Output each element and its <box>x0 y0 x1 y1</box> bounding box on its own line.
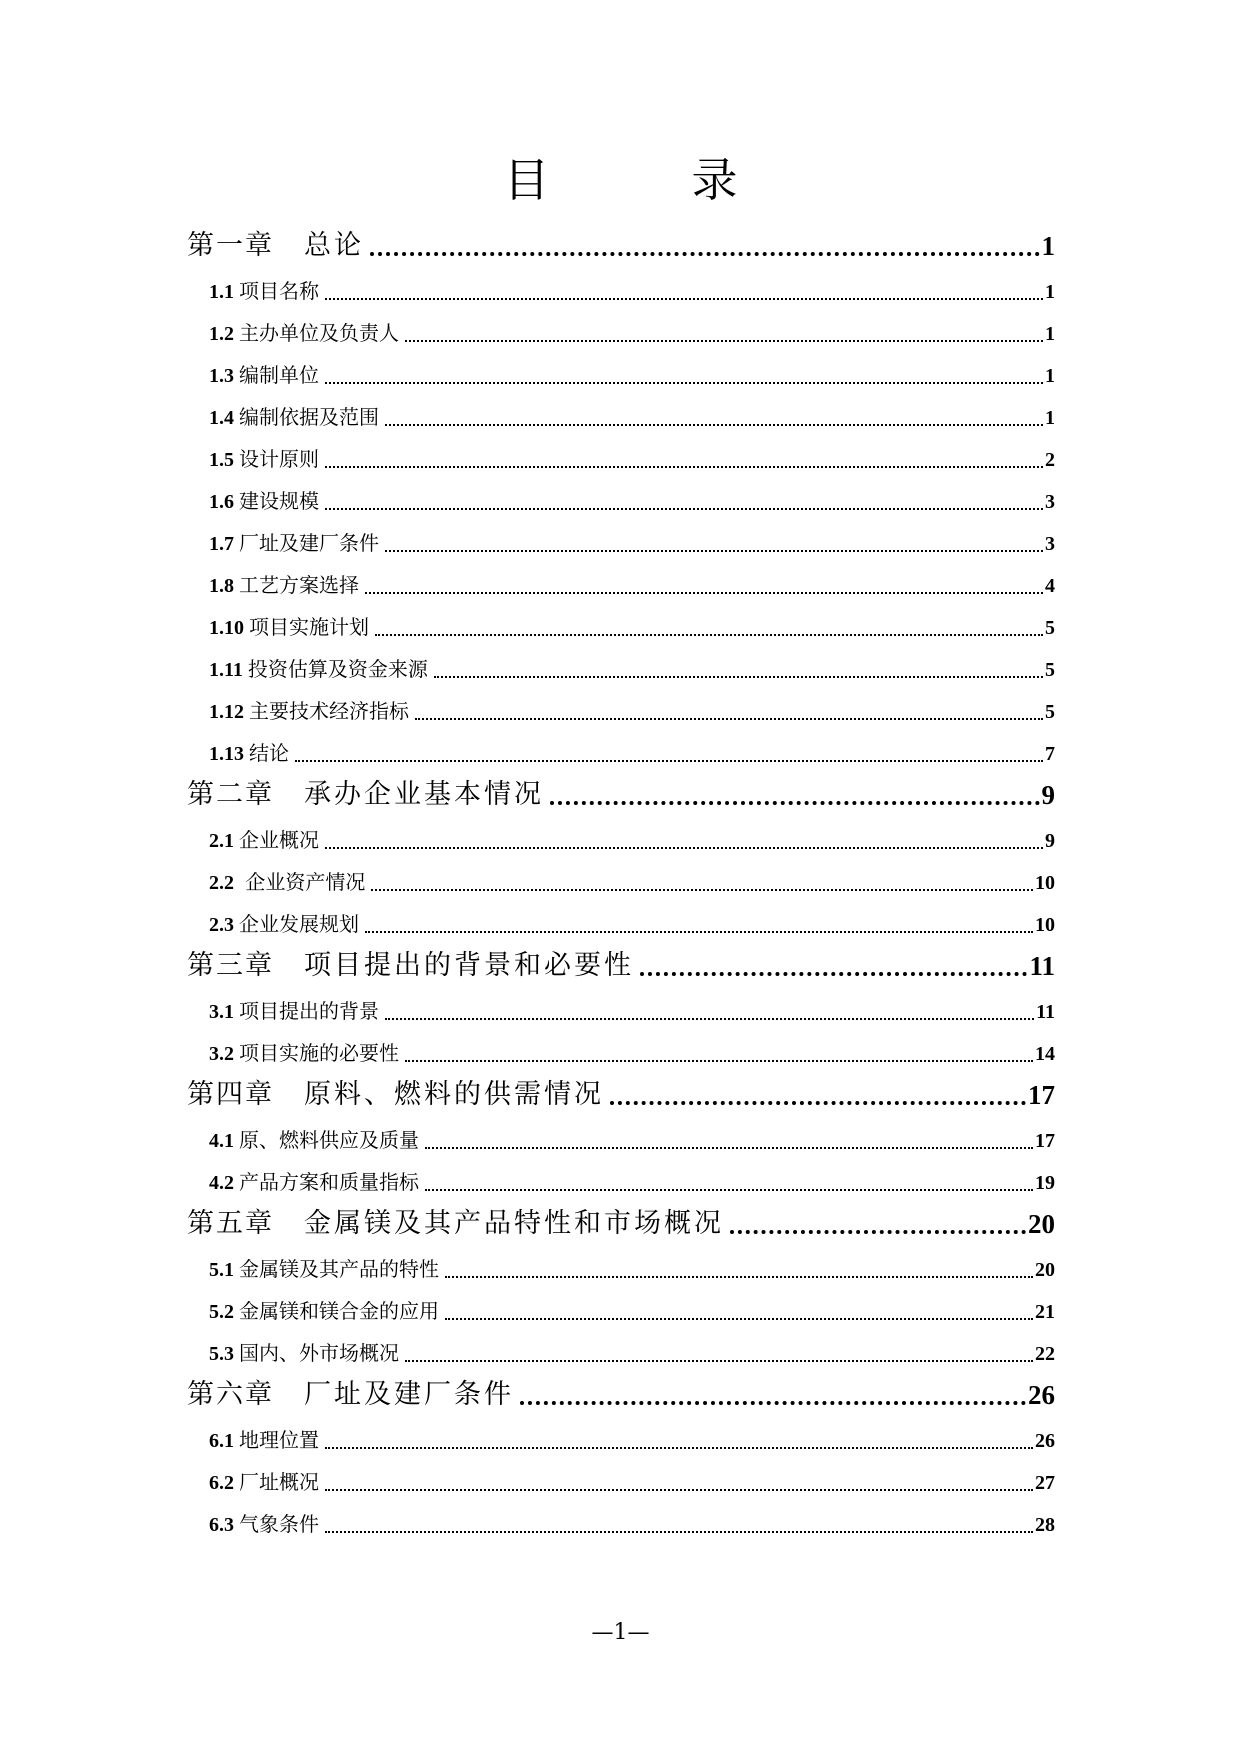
toc-entry-title: 金属镁及其产品特性和市场概况 <box>304 1208 724 1239</box>
toc-entry-page-number: 9 <box>1041 780 1055 810</box>
toc-entry-number: 1.10 <box>209 617 244 639</box>
dot-leader <box>365 592 1043 594</box>
toc-entry-label <box>209 908 359 939</box>
page-title: 目 录 <box>503 153 786 207</box>
toc-entry-title: 编制依据及范围 <box>239 405 379 429</box>
toc-entry-number: 1.13 <box>209 743 244 765</box>
toc-section-entry[interactable] <box>187 474 1055 516</box>
toc-entry-number: 2.1 <box>209 830 234 852</box>
toc-chapter-entry[interactable] <box>187 219 1055 264</box>
dot-leader <box>405 1060 1033 1062</box>
toc-entry-title: 项目提出的背景 <box>239 999 379 1023</box>
toc-entry-label <box>209 1124 419 1155</box>
toc-entry-title: 总论 <box>304 230 364 261</box>
dot-leader <box>371 889 1033 891</box>
toc-section-entry[interactable] <box>187 1455 1055 1497</box>
toc-entry-page-number: 20 <box>1035 1259 1055 1281</box>
dot-leader <box>325 298 1043 300</box>
toc-entry-page-number: 11 <box>1029 951 1055 981</box>
toc-entry-title: 产品方案和质量指标 <box>239 1170 419 1194</box>
toc-section-entry[interactable] <box>187 600 1055 642</box>
toc-entry-label <box>209 1295 439 1326</box>
toc-entry-page-number: 5 <box>1045 659 1055 681</box>
toc-section-entry[interactable] <box>187 1413 1055 1455</box>
toc-entry-page-number: 20 <box>1028 1209 1055 1239</box>
table-of-contents <box>187 219 1055 1539</box>
toc-entry-page-number: 1 <box>1045 323 1055 345</box>
toc-entry-number: 3.1 <box>209 1001 234 1023</box>
dot-leader <box>520 1401 1026 1405</box>
toc-entry-page-number: 5 <box>1045 617 1055 639</box>
toc-entry-number: 6.3 <box>209 1514 234 1536</box>
toc-section-entry[interactable] <box>187 813 1055 855</box>
dot-leader <box>415 718 1043 720</box>
dot-leader <box>385 424 1043 426</box>
toc-entry-number: 1.5 <box>209 449 234 471</box>
toc-entry-page-number: 1 <box>1041 231 1055 261</box>
toc-section-entry[interactable] <box>187 1155 1055 1197</box>
dot-leader <box>445 1276 1033 1278</box>
toc-section-entry[interactable] <box>187 1026 1055 1068</box>
toc-entry-number: 6.1 <box>209 1430 234 1452</box>
toc-entry-title: 主办单位及负责人 <box>239 321 399 345</box>
toc-entry-page-number: 3 <box>1045 533 1055 555</box>
toc-entry-page-number: 9 <box>1045 830 1055 852</box>
toc-entry-label <box>209 995 379 1026</box>
toc-entry-number: 4.2 <box>209 1172 234 1194</box>
toc-chapter-entry[interactable] <box>187 1368 1055 1413</box>
toc-section-entry[interactable] <box>187 1326 1055 1368</box>
toc-entry-label <box>209 527 379 558</box>
toc-entry-number: 2.3 <box>209 914 234 936</box>
toc-entry-title: 设计原则 <box>239 447 319 471</box>
dot-leader <box>325 508 1043 510</box>
toc-entry-title: 厂址及建厂条件 <box>304 1379 514 1410</box>
toc-entry-title: 建设规模 <box>239 489 319 513</box>
toc-entry-number: 5.2 <box>209 1301 234 1323</box>
toc-entry-label <box>209 1037 399 1068</box>
toc-chapter-entry[interactable] <box>187 1197 1055 1242</box>
toc-entry-title: 厂址及建厂条件 <box>239 531 379 555</box>
toc-entry-label <box>209 1466 319 1497</box>
toc-section-entry[interactable] <box>187 432 1055 474</box>
toc-entry-number: 1.12 <box>209 701 244 723</box>
toc-entry-title: 编制单位 <box>239 363 319 387</box>
toc-section-entry[interactable] <box>187 855 1055 897</box>
toc-entry-label <box>209 359 319 390</box>
toc-chapter-entry[interactable] <box>187 768 1055 813</box>
dot-leader <box>370 252 1040 256</box>
toc-entry-page-number: 19 <box>1035 1172 1055 1194</box>
toc-entry-title: 原、燃料供应及质量 <box>239 1128 419 1152</box>
dot-leader <box>445 1318 1033 1320</box>
toc-entry-title: 企业发展规划 <box>239 912 359 936</box>
dot-leader <box>325 847 1043 849</box>
toc-entry-number: 1.2 <box>209 323 234 345</box>
toc-entry-label <box>187 772 544 813</box>
toc-entry-page-number: 1 <box>1045 281 1055 303</box>
toc-entry-page-number: 3 <box>1045 491 1055 513</box>
dot-leader <box>365 931 1033 933</box>
toc-entry-label <box>209 611 369 642</box>
toc-entry-label <box>209 401 379 432</box>
toc-entry-page-number: 28 <box>1035 1514 1055 1536</box>
toc-section-entry[interactable] <box>187 642 1055 684</box>
toc-entry-number: 2.2 <box>209 872 234 894</box>
toc-entry-number: 1.1 <box>209 281 234 303</box>
toc-entry-title: 工艺方案选择 <box>239 573 359 597</box>
toc-entry-page-number: 26 <box>1028 1380 1055 1410</box>
dot-leader <box>730 1230 1026 1234</box>
toc-entry-page-number: 27 <box>1035 1472 1055 1494</box>
toc-section-entry[interactable] <box>187 1242 1055 1284</box>
toc-entry-label <box>209 824 319 855</box>
toc-entry-title: 项目提出的背景和必要性 <box>304 950 634 981</box>
dot-leader <box>405 1360 1033 1362</box>
toc-entry-label <box>187 1072 604 1113</box>
dot-leader <box>325 382 1043 384</box>
toc-section-entry[interactable] <box>187 1497 1055 1539</box>
dot-leader <box>385 550 1043 552</box>
toc-entry-number: 第一章 <box>187 230 274 261</box>
toc-entry-label <box>209 317 399 348</box>
toc-chapter-entry[interactable] <box>187 939 1055 984</box>
toc-entry-label <box>209 1253 439 1284</box>
toc-section-entry[interactable] <box>187 1113 1055 1155</box>
dot-leader <box>295 760 1043 762</box>
dot-leader <box>550 801 1040 805</box>
dot-leader <box>640 972 1027 976</box>
toc-entry-page-number: 5 <box>1045 701 1055 723</box>
toc-section-entry[interactable] <box>187 264 1055 306</box>
toc-entry-page-number: 1 <box>1045 407 1055 429</box>
toc-entry-page-number: 22 <box>1035 1343 1055 1365</box>
toc-entry-label <box>187 223 364 264</box>
toc-entry-number: 4.1 <box>209 1130 234 1152</box>
toc-entry-title: 厂址概况 <box>239 1470 319 1494</box>
toc-entry-number: 1.4 <box>209 407 234 429</box>
toc-entry-page-number: 21 <box>1035 1301 1055 1323</box>
toc-entry-title: 主要技术经济指标 <box>249 699 409 723</box>
toc-entry-number: 1.3 <box>209 365 234 387</box>
toc-entry-page-number: 10 <box>1035 914 1055 936</box>
dot-leader <box>385 1018 1034 1020</box>
toc-entry-number: 3.2 <box>209 1043 234 1065</box>
toc-entry-label <box>209 443 319 474</box>
dot-leader <box>325 1531 1033 1533</box>
dot-leader <box>325 1447 1033 1449</box>
toc-entry-label <box>187 943 634 984</box>
toc-entry-title: 项目名称 <box>239 279 319 303</box>
toc-entry-label <box>209 653 428 684</box>
toc-entry-number: 第四章 <box>187 1079 274 1110</box>
dot-leader <box>425 1189 1033 1191</box>
toc-section-entry[interactable] <box>187 516 1055 558</box>
toc-section-entry[interactable] <box>187 1284 1055 1326</box>
toc-section-entry[interactable] <box>187 897 1055 939</box>
dot-leader <box>325 1489 1033 1491</box>
toc-entry-label <box>209 695 409 726</box>
toc-entry-title: 地理位置 <box>239 1428 319 1452</box>
toc-entry-title: 项目实施计划 <box>249 615 369 639</box>
toc-section-entry[interactable] <box>187 726 1055 768</box>
toc-entry-number: 1.11 <box>209 659 243 681</box>
toc-entry-label <box>209 1166 419 1197</box>
toc-entry-label <box>187 1372 514 1413</box>
toc-entry-page-number: 1 <box>1045 365 1055 387</box>
toc-entry-title: 企业概况 <box>239 828 319 852</box>
toc-section-entry[interactable] <box>187 558 1055 600</box>
toc-entry-title: 气象条件 <box>239 1512 319 1536</box>
dot-leader <box>434 676 1043 678</box>
page-number: —1— <box>591 1620 650 1645</box>
toc-entry-number: 第三章 <box>187 950 274 981</box>
dot-leader <box>405 340 1043 342</box>
toc-section-entry[interactable] <box>187 390 1055 432</box>
toc-entry-page-number: 7 <box>1045 743 1055 765</box>
toc-entry-number: 5.3 <box>209 1343 234 1365</box>
toc-entry-title: 企业资产情况 <box>239 870 366 894</box>
toc-entry-label <box>209 1337 399 1368</box>
toc-section-entry[interactable] <box>187 684 1055 726</box>
toc-section-entry[interactable] <box>187 984 1055 1026</box>
dot-leader <box>375 634 1043 636</box>
toc-chapter-entry[interactable] <box>187 1068 1055 1113</box>
toc-entry-label <box>187 1201 724 1242</box>
toc-entry-label <box>209 569 359 600</box>
toc-entry-number: 第五章 <box>187 1208 274 1239</box>
dot-leader <box>610 1101 1026 1105</box>
toc-entry-title: 项目实施的必要性 <box>239 1041 399 1065</box>
dot-leader <box>425 1147 1033 1149</box>
toc-entry-page-number: 17 <box>1028 1080 1055 1110</box>
toc-entry-title: 原料、燃料的供需情况 <box>304 1079 604 1110</box>
toc-entry-page-number: 10 <box>1035 872 1055 894</box>
toc-entry-number: 6.2 <box>209 1472 234 1494</box>
toc-section-entry[interactable] <box>187 306 1055 348</box>
toc-entry-label <box>209 1508 319 1539</box>
toc-entry-title: 国内、外市场概况 <box>239 1341 399 1365</box>
dot-leader <box>325 466 1043 468</box>
toc-entry-title: 投资估算及资金来源 <box>247 657 428 681</box>
toc-entry-page-number: 17 <box>1035 1130 1055 1152</box>
toc-entry-number: 1.8 <box>209 575 234 597</box>
toc-entry-page-number: 2 <box>1045 449 1055 471</box>
toc-entry-number: 1.6 <box>209 491 234 513</box>
toc-entry-label <box>209 275 319 306</box>
toc-entry-number: 1.7 <box>209 533 234 555</box>
toc-entry-title: 金属镁和镁合金的应用 <box>239 1299 439 1323</box>
toc-section-entry[interactable] <box>187 348 1055 390</box>
toc-entry-number: 5.1 <box>209 1259 234 1281</box>
toc-entry-title: 承办企业基本情况 <box>304 779 544 810</box>
toc-entry-page-number: 26 <box>1035 1430 1055 1452</box>
toc-entry-number: 第二章 <box>187 779 274 810</box>
toc-entry-label <box>209 485 319 516</box>
toc-entry-page-number: 11 <box>1036 1001 1055 1023</box>
toc-entry-label <box>209 866 365 897</box>
toc-entry-title: 金属镁及其产品的特性 <box>239 1257 439 1281</box>
toc-entry-label <box>209 1424 319 1455</box>
toc-entry-label <box>209 737 289 768</box>
toc-entry-number: 第六章 <box>187 1379 274 1410</box>
toc-entry-page-number: 4 <box>1045 575 1055 597</box>
toc-entry-title: 结论 <box>249 741 289 765</box>
toc-entry-page-number: 14 <box>1035 1043 1055 1065</box>
